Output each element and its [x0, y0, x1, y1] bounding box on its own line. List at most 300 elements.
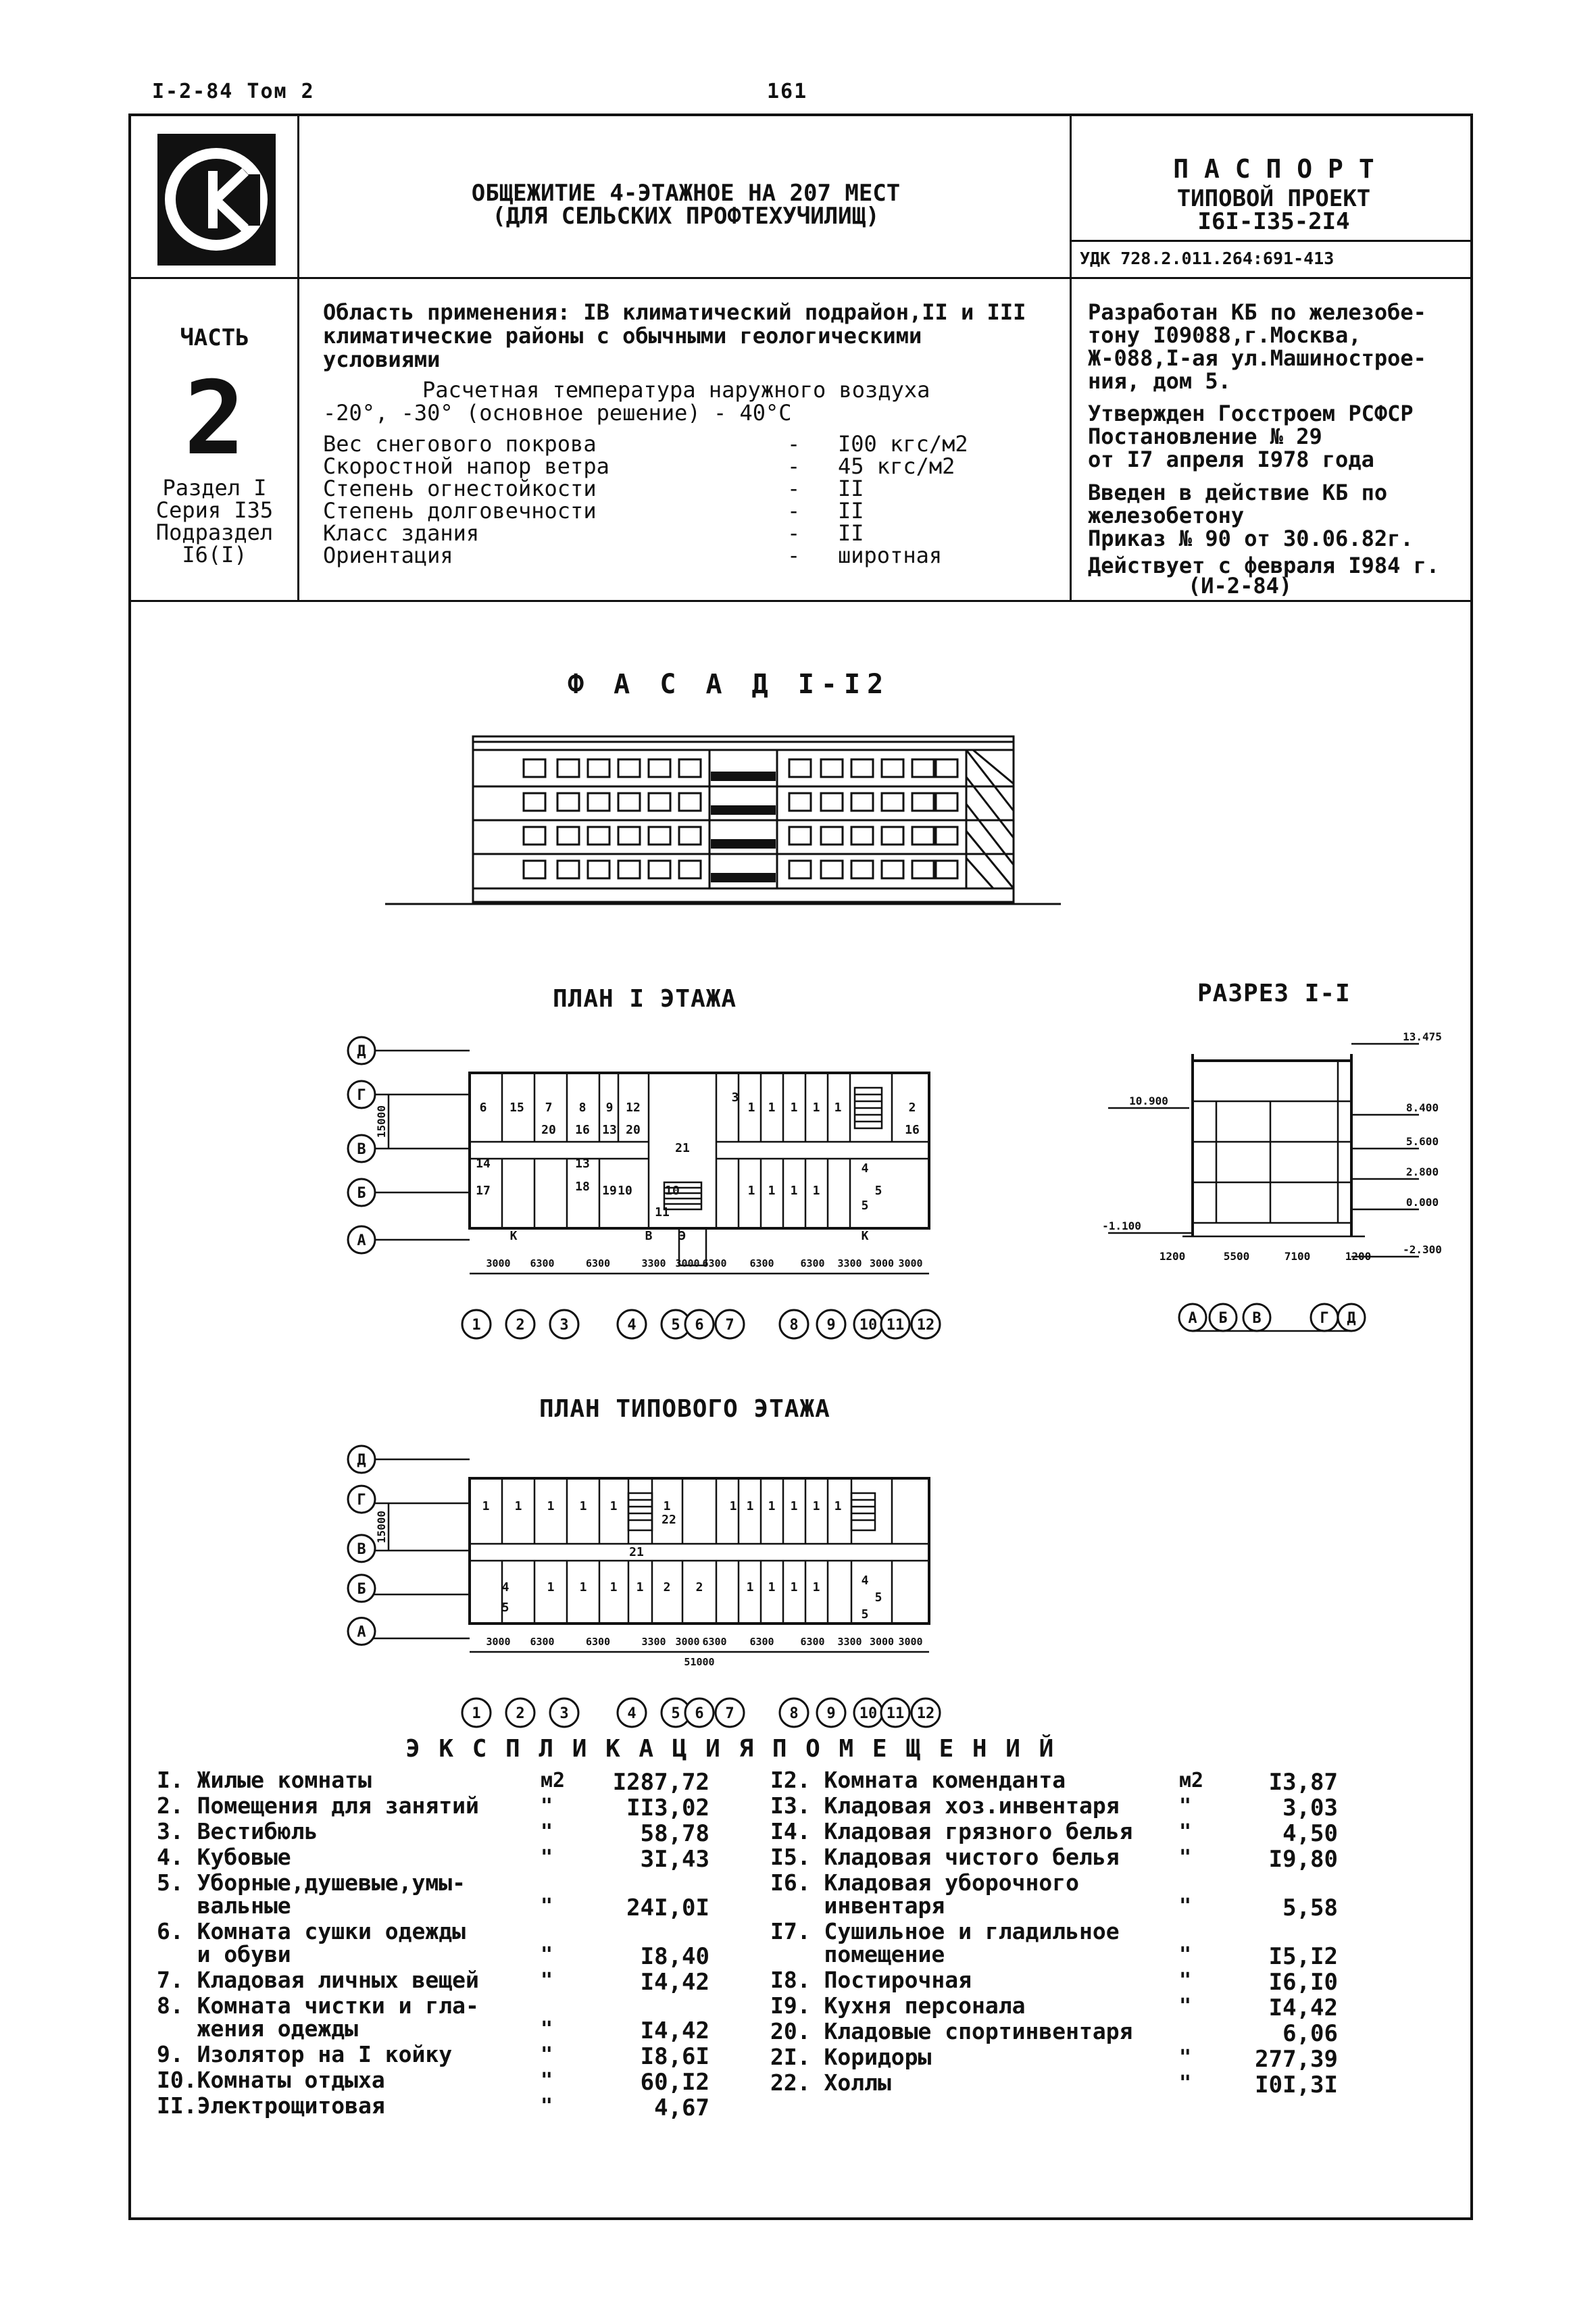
facade-window	[912, 793, 934, 811]
passport-title: П А С П О Р Т	[1173, 154, 1374, 184]
room-number: 8	[578, 1101, 587, 1115]
legend-item-label: 5. Уборные,душевые,умы-	[157, 1869, 466, 1896]
header-col-divider-1	[297, 114, 299, 601]
facade-window	[679, 861, 701, 878]
legend-item-label: I7. Сушильное и гладильное	[770, 1918, 1120, 1944]
legend-item-unit: "	[1179, 1969, 1192, 1992]
level-mark: 0.000	[1405, 1196, 1439, 1209]
facade-window	[789, 861, 811, 878]
legend-item-unit: "	[541, 2094, 553, 2118]
legend-item-label: I5. Кладовая чистого белья	[770, 1844, 1120, 1870]
room-number: 1	[747, 1184, 755, 1198]
facade-window	[618, 827, 640, 845]
parameter-dash: -	[787, 520, 801, 546]
room-number: 15	[509, 1101, 524, 1115]
cut-mark: Э	[678, 1229, 687, 1243]
facade-window	[649, 827, 670, 845]
part-number: 2	[184, 360, 245, 478]
parameter-label: Скоростной напор ветра	[323, 453, 609, 479]
room-number: 2	[908, 1101, 916, 1115]
sk-logo-icon	[157, 134, 276, 266]
typical-project: ТИПОВОЙ ПРОЕКТ	[1176, 185, 1371, 212]
legend-item-value: I3,87	[1268, 1769, 1338, 1796]
room-number: 19	[602, 1184, 617, 1198]
legend-item-label: инвентаря	[770, 1892, 945, 1919]
facade-window	[618, 861, 640, 878]
room-number: 1	[746, 1580, 754, 1594]
parameter-label: Степень огнестойкости	[323, 476, 597, 501]
legend-item-label: 22. Холлы	[770, 2069, 891, 2096]
bay-dimension: 6300	[530, 1636, 555, 1648]
legend-title: Э К С П Л И К А Ц И Я П О М Е Щ Е Н И Й	[405, 1735, 1056, 1763]
legend-item-value: I4,42	[640, 1969, 709, 1996]
row-axis-label: А	[357, 1624, 366, 1641]
parameter-label: Степень долговечности	[323, 498, 597, 524]
legend-item-unit: "	[541, 1794, 553, 1818]
approved-line-1: Утвержден Госстроем РСФСР	[1088, 401, 1414, 426]
bay-dimension: 3300	[837, 1257, 862, 1269]
legend-item-value: 58,78	[640, 1820, 709, 1847]
legend-item-value: 277,39	[1255, 2046, 1338, 2073]
bay-dimension: 3000	[486, 1636, 511, 1648]
legend-item-label: I3. Кладовая хоз.инвентаря	[770, 1792, 1120, 1819]
legend-item-label: и обуви	[157, 1941, 291, 1967]
legend-item-value: I4,42	[640, 2017, 709, 2044]
row-axis-label: Д	[357, 1452, 366, 1469]
facade-window	[936, 827, 957, 845]
col-axis-label: 3	[559, 1317, 569, 1334]
legend-item-value: II3,02	[626, 1794, 709, 1821]
legend-item-value: I6,I0	[1268, 1969, 1338, 1996]
facade-window	[557, 861, 579, 878]
col-axis-label: 2	[516, 1705, 525, 1722]
udk-divider	[1070, 240, 1473, 242]
facade-window	[524, 793, 545, 811]
legend-item-unit: "	[1179, 1846, 1192, 1869]
legend-item-unit: "	[1179, 1943, 1192, 1967]
legend-item-label: I2. Комната коменданта	[770, 1767, 1066, 1793]
legend-item-label: I0.Комнаты отдыха	[157, 2067, 385, 2093]
legend-item-value: 4,50	[1282, 1820, 1338, 1847]
bay-dimension: 6300	[749, 1636, 774, 1648]
col-axis-label: 12	[916, 1705, 935, 1722]
legend-item-label: 6. Комната сушки одежды	[157, 1918, 466, 1944]
legend-item-unit: "	[541, 2043, 553, 2067]
facade-window	[679, 793, 701, 811]
facade-window	[618, 759, 640, 777]
room-number: 4	[861, 1161, 869, 1176]
facade-window	[789, 827, 811, 845]
temp-line-1: Расчетная температура наружного воздуха	[422, 377, 930, 403]
udk-code: УДК 728.2.011.264:691-413	[1080, 249, 1335, 268]
room-number: 4	[861, 1574, 869, 1588]
room-number: 1	[790, 1499, 798, 1513]
room-number: 2	[695, 1580, 703, 1594]
facade-window	[649, 861, 670, 878]
section-dimension: 7100	[1284, 1250, 1311, 1263]
section-dimension: 1200	[1345, 1250, 1372, 1263]
col-axis-label: 1	[472, 1317, 481, 1334]
legend-item-label: жения одежды	[157, 2015, 359, 2042]
facade-window	[679, 759, 701, 777]
legend-item-unit: "	[1179, 1994, 1192, 2018]
section-title: РАЗРЕЗ I-I	[1197, 980, 1351, 1007]
legend-item-value: 4,67	[654, 2094, 709, 2121]
room-number: 22	[662, 1513, 676, 1527]
row-axis-label: В	[357, 1540, 366, 1558]
legend-item-label: 8. Комната чистки и гла-	[157, 1992, 479, 2019]
legend-item-value: 5,58	[1282, 1894, 1338, 1921]
row-axis-label: Б	[357, 1185, 366, 1202]
section-axis-label: В	[1252, 1310, 1262, 1327]
level-mark: -1.100	[1102, 1219, 1141, 1232]
room-number: 20	[626, 1123, 641, 1137]
legend-item-unit: "	[541, 1894, 553, 1918]
room-number: 12	[626, 1101, 641, 1115]
col-axis-label: 6	[695, 1705, 704, 1722]
col-axis-label: 9	[826, 1317, 836, 1334]
section-line-4: I6(I)	[182, 542, 247, 568]
legend-item-label: 20. Кладовые спортинвентаря	[770, 2018, 1133, 2044]
enacted-line-3: Приказ № 90 от 30.06.82г.	[1088, 526, 1414, 551]
parameter-label: Класс здания	[323, 520, 480, 546]
parameter-dash: -	[787, 476, 801, 501]
application-line-3: условиями	[323, 347, 441, 372]
project-code: I6I-I35-2I4	[1197, 208, 1350, 235]
room-number: 1	[812, 1184, 820, 1198]
legend-item-label: 4. Кубовые	[157, 1844, 291, 1870]
room-number: 5	[874, 1590, 882, 1605]
row-axis-label: Д	[357, 1043, 366, 1060]
legend-item-value: I287,72	[612, 1769, 709, 1796]
bay-dimension: 6300	[585, 1257, 611, 1269]
section-line-2: Серия I35	[155, 497, 274, 523]
room-number: 5	[501, 1601, 509, 1615]
facade-window	[557, 759, 579, 777]
col-axis-label: 9	[826, 1705, 836, 1722]
room-number: 16	[575, 1123, 590, 1137]
col-axis-label: 10	[859, 1317, 878, 1334]
facade-window	[912, 861, 934, 878]
room-number: 1	[834, 1499, 842, 1513]
bay-dimension: 3000	[898, 1257, 923, 1269]
room-number: 5	[861, 1607, 869, 1621]
enacted-line-1: Введен в действие КБ по	[1088, 480, 1388, 505]
bay-dimension: 6300	[585, 1636, 611, 1648]
legend-item-unit: "	[1179, 2071, 1192, 2095]
legend-item-value: 60,I2	[640, 2069, 709, 2096]
plan1-drawing	[331, 1013, 1047, 1372]
room-number: 5	[874, 1184, 882, 1198]
facade-window	[588, 793, 609, 811]
room-number: 17	[476, 1184, 491, 1198]
bay-dimension: 6300	[530, 1257, 555, 1269]
legend-item-unit: м2	[541, 1769, 566, 1792]
room-number: 10	[665, 1184, 680, 1198]
facade-window	[789, 759, 811, 777]
room-number: 1	[547, 1499, 555, 1513]
facade-window	[588, 759, 609, 777]
row-axis-label: Г	[357, 1087, 366, 1104]
col-axis-label: 7	[725, 1705, 734, 1722]
header-col-divider-2	[1070, 114, 1072, 601]
room-number: 1	[746, 1499, 754, 1513]
col-axis-label: 8	[789, 1705, 799, 1722]
room-number: 18	[575, 1180, 590, 1194]
bay-dimension: 3300	[641, 1257, 666, 1269]
facade-window	[789, 793, 811, 811]
legend-item-label: 9. Изолятор на I койку	[157, 2041, 453, 2067]
logo	[157, 134, 276, 266]
application-line-2: климатические районы с обычными геологическими	[323, 323, 922, 349]
room-number: 13	[602, 1123, 617, 1137]
typical-plan-drawing	[331, 1426, 1047, 1777]
legend-item-unit: "	[1179, 2046, 1192, 2069]
room-number: 20	[541, 1123, 556, 1137]
section-axis-label: А	[1188, 1310, 1197, 1327]
cut-mark: К	[509, 1229, 518, 1243]
total-dimension: 51000	[684, 1656, 715, 1668]
facade-window	[882, 861, 903, 878]
typical-plan-title: ПЛАН ТИПОВОГО ЭТАЖА	[539, 1395, 830, 1423]
bay-dimension: 3000	[869, 1257, 895, 1269]
col-axis-label: 1	[472, 1705, 481, 1722]
bay-dimension: 3000	[869, 1636, 895, 1648]
parameter-value: II	[838, 476, 864, 501]
facade-window	[557, 827, 579, 845]
legend-item-unit: "	[541, 2069, 553, 2092]
bay-dimension: 6300	[702, 1257, 727, 1269]
col-axis-label: 11	[886, 1317, 905, 1334]
col-axis-label: 4	[627, 1705, 637, 1722]
approved-line-3: от I7 апреля I978 года	[1088, 447, 1374, 472]
room-number: 1	[747, 1101, 755, 1115]
facade-window	[936, 793, 957, 811]
legend-item-value: I8,40	[640, 1943, 709, 1970]
developer-line-2: тону I09088,г.Москва,	[1088, 322, 1362, 348]
developer-line-4: ния, дом 5.	[1088, 368, 1231, 394]
legend-item-value: I5,I2	[1268, 1943, 1338, 1970]
document-code: I-2-84 Том 2	[152, 80, 315, 103]
room-number: 1	[663, 1499, 671, 1513]
valid-line-1: Действует с февраля I984 г.	[1088, 553, 1440, 578]
col-axis-label: 3	[559, 1705, 569, 1722]
room-number: 1	[547, 1580, 555, 1594]
part-label: ЧАСТЬ	[180, 324, 249, 351]
room-number: 1	[579, 1580, 587, 1594]
valid-line-2: (И-2-84)	[1188, 573, 1293, 599]
room-number: 1	[579, 1499, 587, 1513]
temp-line-2: -20°, -30° (основное решение) - 40°С	[323, 400, 792, 426]
room-number: 1	[636, 1580, 644, 1594]
application-line-1: Область применения: IВ климатический подрайон,II и III	[323, 299, 1026, 325]
col-axis-label: 5	[671, 1705, 680, 1722]
legend-item-unit: "	[1179, 1894, 1192, 1918]
col-axis-label: 4	[627, 1317, 637, 1334]
room-number: 11	[655, 1205, 670, 1219]
legend-item-unit: "	[541, 1846, 553, 1869]
row-axis-label: Г	[357, 1492, 366, 1509]
depth-dimension: 15000	[375, 1510, 388, 1544]
room-number: 1	[514, 1499, 522, 1513]
bay-dimension: 6300	[800, 1257, 825, 1269]
parameter-dash: -	[787, 498, 801, 524]
legend-item-unit: "	[541, 1969, 553, 1992]
facade-window	[557, 793, 579, 811]
room-number: 1	[812, 1580, 820, 1594]
legend-item-value: I8,6I	[640, 2043, 709, 2070]
room-number: 1	[729, 1499, 737, 1513]
facade-window	[649, 793, 670, 811]
room-number: 1	[609, 1580, 618, 1594]
parameter-value: 45 кгс/м2	[838, 453, 955, 479]
bay-dimension: 3000	[486, 1257, 511, 1269]
plan1-title: ПЛАН I ЭТАЖА	[553, 985, 737, 1013]
parameter-dash: -	[787, 453, 801, 479]
cut-mark: К	[861, 1229, 869, 1243]
room-number: 1	[768, 1101, 776, 1115]
legend-item-unit: "	[1179, 1794, 1192, 1818]
section-axis-label: Д	[1347, 1310, 1356, 1327]
room-number: 7	[545, 1101, 553, 1115]
room-number: 1	[609, 1499, 618, 1513]
col-axis-label: 2	[516, 1317, 525, 1334]
header-divider	[128, 277, 1473, 279]
facade-window	[936, 759, 957, 777]
bay-dimension: 3300	[837, 1636, 862, 1648]
col-axis-label: 5	[671, 1317, 680, 1334]
legend-item-value: I9,80	[1268, 1846, 1338, 1873]
facade-window	[882, 827, 903, 845]
col-axis-label: 10	[859, 1705, 878, 1722]
legend-item-label: I8. Постирочная	[770, 1967, 972, 1993]
legend-item-value: 24I,0I	[626, 1894, 709, 1921]
legend-item-value: I0I,3I	[1255, 2071, 1338, 2098]
facade-window	[882, 793, 903, 811]
room-number: 1	[482, 1499, 490, 1513]
room-number: 1	[812, 1101, 820, 1115]
facade-window	[524, 759, 545, 777]
cut-mark: В	[645, 1229, 653, 1243]
legend-item-value: I4,42	[1268, 1994, 1338, 2021]
bay-dimension: 3000	[675, 1257, 700, 1269]
room-number: 9	[605, 1101, 614, 1115]
level-mark: -2.300	[1403, 1243, 1442, 1256]
legend-item-label: 7. Кладовая личных вещей	[157, 1967, 479, 1993]
level-mark: 8.400	[1405, 1101, 1439, 1114]
level-mark: 10.900	[1129, 1095, 1168, 1107]
facade-window	[851, 861, 873, 878]
facade-window	[821, 827, 843, 845]
section-drawing	[1081, 1013, 1460, 1365]
facade-title: Ф А С А Д I-I2	[568, 669, 891, 700]
bay-dimension: 3000	[675, 1636, 700, 1648]
col-axis-label: 8	[789, 1317, 799, 1334]
facade-window	[821, 793, 843, 811]
parameter-dash: -	[787, 431, 801, 457]
bay-dimension: 6300	[800, 1636, 825, 1648]
col-axis-label: 7	[725, 1317, 734, 1334]
facade-window	[821, 759, 843, 777]
project-title-1: ОБЩЕЖИТИЕ 4-ЭТАЖНОЕ НА 207 МЕСТ	[471, 180, 901, 207]
level-mark: 5.600	[1405, 1135, 1439, 1148]
legend-item-label: I9. Кухня персонала	[770, 1992, 1026, 2019]
parameter-value: II	[838, 498, 864, 524]
room-number: 21	[629, 1545, 644, 1559]
room-number: 4	[501, 1580, 509, 1594]
level-mark: 13.475	[1403, 1030, 1442, 1043]
facade-window	[882, 759, 903, 777]
col-axis-label: 11	[886, 1705, 905, 1722]
facade-window	[851, 827, 873, 845]
section-dimension: 1200	[1159, 1250, 1186, 1263]
developer-line-1: Разработан КБ по железобе-	[1088, 299, 1426, 325]
page-number: 161	[767, 80, 808, 103]
section-line-1: Раздел I	[162, 475, 267, 501]
room-number: 1	[834, 1101, 842, 1115]
legend-item-unit: м2	[1179, 1769, 1204, 1792]
approved-line-2: Постановление № 29	[1088, 424, 1322, 449]
facade-window	[679, 827, 701, 845]
parameter-value: II	[838, 520, 864, 546]
parameter-label: Вес снегового покрова	[323, 431, 597, 457]
legend-item-value: 6,06	[1282, 2020, 1338, 2047]
room-number: 3	[731, 1090, 739, 1105]
bay-dimension: 3000	[898, 1636, 923, 1648]
room-number: 1	[790, 1101, 798, 1115]
room-number: 1	[812, 1499, 820, 1513]
room-number: 21	[675, 1141, 690, 1155]
room-number: 1	[768, 1580, 776, 1594]
legend-item-label: I4. Кладовая грязного белья	[770, 1818, 1133, 1844]
legend-item-label: 2I. Коридоры	[770, 2044, 932, 2070]
facade-window	[851, 793, 873, 811]
legend-item-label: II.Электрощитовая	[157, 2092, 385, 2119]
room-number: 1	[790, 1580, 798, 1594]
facade-window	[524, 827, 545, 845]
legend-item-label: помещение	[770, 1941, 945, 1967]
room-number: 13	[575, 1157, 590, 1171]
room-number: 1	[768, 1499, 776, 1513]
legend-item-label: I6. Кладовая уборочного	[770, 1869, 1079, 1896]
legend-item-label: 3. Вестибюль	[157, 1818, 318, 1844]
legend-item-value: 3,03	[1282, 1794, 1338, 1821]
section-axis-label: Г	[1320, 1310, 1329, 1327]
room-number: 10	[618, 1184, 632, 1198]
facade-window	[649, 759, 670, 777]
facade-window	[912, 759, 934, 777]
parameter-label: Ориентация	[323, 543, 453, 568]
parameter-dash: -	[787, 543, 801, 568]
room-number: 1	[768, 1184, 776, 1198]
facade-window	[821, 861, 843, 878]
legend-item-label: вальные	[157, 1892, 291, 1919]
room-number: 14	[476, 1157, 491, 1171]
col-axis-label: 12	[916, 1317, 935, 1334]
legend-item-unit: "	[1179, 1820, 1192, 1844]
section-axis-label: Б	[1218, 1310, 1228, 1327]
row-axis-label: А	[357, 1232, 366, 1249]
enacted-line-2: железобетону	[1088, 503, 1245, 528]
bay-dimension: 6300	[702, 1636, 727, 1648]
row-axis-label: В	[357, 1141, 366, 1158]
level-mark: 2.800	[1405, 1165, 1439, 1178]
facade-window	[618, 793, 640, 811]
bay-dimension: 6300	[749, 1257, 774, 1269]
legend-item-unit: "	[541, 2017, 553, 2041]
facade-window	[851, 759, 873, 777]
facade-window	[588, 827, 609, 845]
